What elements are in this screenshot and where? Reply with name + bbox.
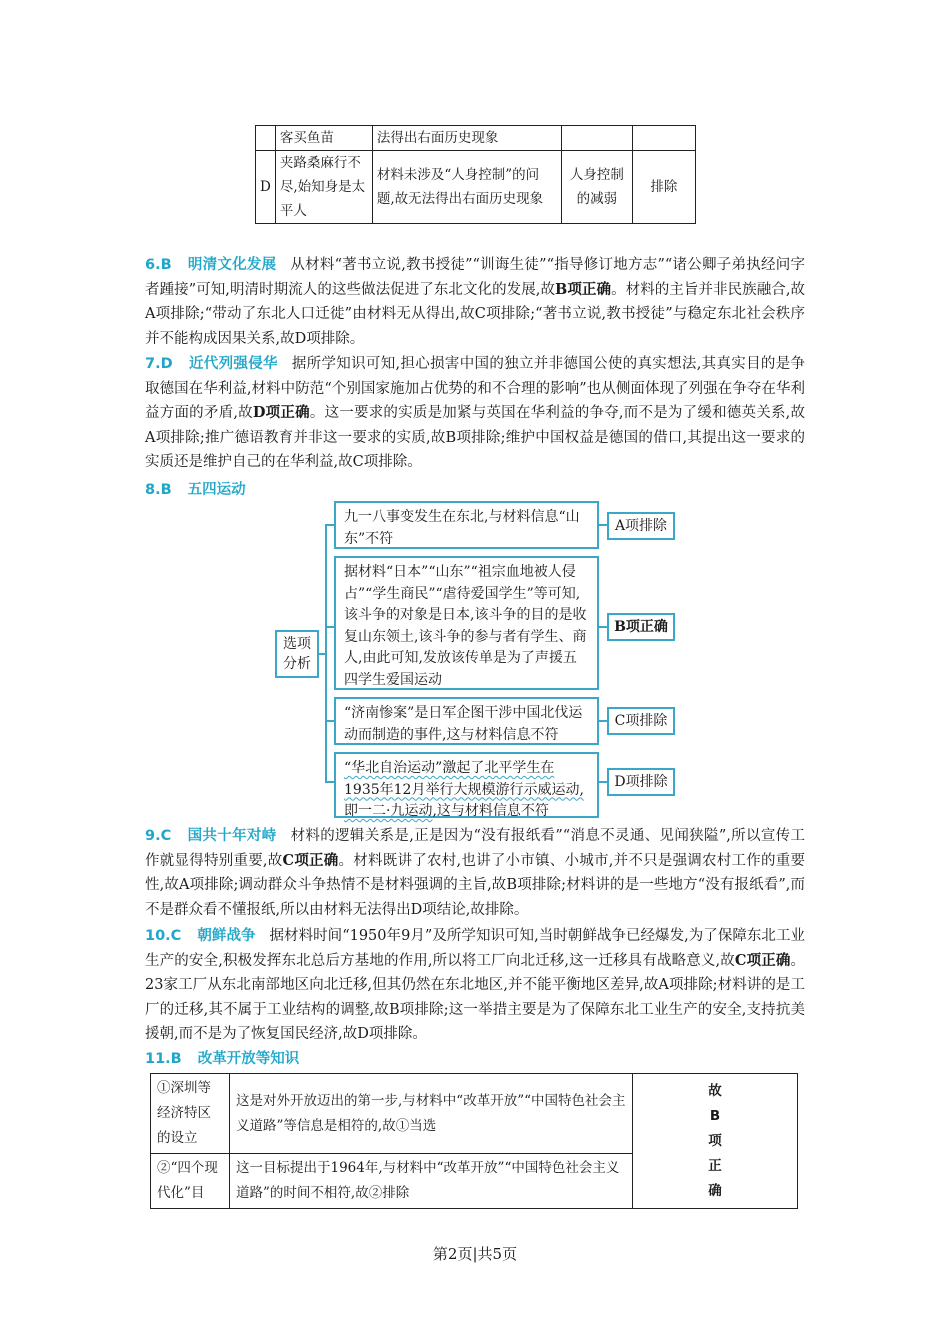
answer-topic: 改革开放等知识	[197, 1051, 300, 1067]
option-b-label: B项正确	[607, 613, 675, 641]
result-cell	[632, 126, 695, 151]
material-cell: 夹路桑麻行不尽,始知身是太平人	[275, 151, 372, 224]
option-cell	[256, 126, 276, 151]
page-footer: 第2页|共5页	[432, 1245, 518, 1263]
answer-topic: 五四运动	[187, 482, 246, 498]
option-cell: D	[256, 151, 276, 224]
answer-number: 11.B	[145, 1051, 182, 1067]
analysis-table	[150, 1073, 798, 1209]
answer-text: 据所学知识可知,担心损害中国的独立并非德国公使的真实想法,其真实目的是争取德国在华利益,材料中防范“个别国家施加占优势的和不合理的影响”也从侧面体现了列强在争夺在华利益方面的矛盾,故	[145, 356, 806, 421]
answer-key: C项正确	[734, 951, 791, 969]
answer-number: 6.B	[145, 257, 172, 273]
top-table	[255, 125, 696, 224]
option-c-explanation: “济南惨案”是日军企图干涉中国北伐运动而制造的事件,这与材料信息不符	[334, 697, 599, 745]
item-cell: ①深圳等经济特区的设立	[151, 1074, 230, 1154]
phenomenon-cell	[561, 126, 632, 151]
answer-number: 10.C	[145, 928, 182, 944]
analysis-cell: 这是对外开放迈出的第一步,与材料中“改革开放”“中国特色社会主义道路”等信息是相符的,故①当选	[230, 1074, 633, 1154]
option-a-explanation: 九一八事变发生在东北,与材料信息“山东”不符	[334, 501, 599, 549]
analysis-cell: 这一目标提出于1964年,与材料中“改革开放”“中国特色社会主义道路”的时间不相符,故②排除	[230, 1154, 633, 1209]
conclusion-char: 正	[708, 1157, 722, 1174]
diagram-root: 选项分析	[275, 630, 319, 678]
answer-text: 从材料“著书立说,教书授徒”“训诲生徒”“指导修订地方志”“诸公卿子弟执经问字者踵接”可知,明清时期流人的这些做法促进了东北文化的发展,故	[145, 257, 806, 298]
result-cell: 排除	[632, 151, 695, 224]
answer-text: 据材料时间“1950年9月”及所学知识可知,当时朝鲜战争已经爆发,为了保障东北工业生产的安全,积极发挥东北总后方基地的作用,所以将工厂向北迁移,这一迁移具有战略意义,故	[145, 928, 806, 969]
conclusion-cell	[633, 1074, 798, 1209]
analysis-cell: 材料未涉及“人身控制”的问题,故无法得出右面历史现象	[372, 151, 561, 224]
conclusion-char: B	[709, 1107, 721, 1124]
answer-topic: 近代列强侵华	[188, 356, 278, 372]
connector	[325, 524, 327, 782]
option-d-explanation	[334, 752, 599, 818]
answer-key: D项正确	[252, 404, 310, 421]
answer-text: 。这一要求的实质是加紧与英国在华利益的争夺,而不是为了缓和德英关系,故A项排除;推广德语教育并非这一要求的实质,故B项排除;维护中国权益是德国的借口,其提出这一要求的实质还是维护自己的在华利益,故C项排除。	[145, 405, 806, 470]
analysis-cell: 法得出右面历史现象	[372, 126, 561, 151]
answer-key: B项正确	[555, 280, 612, 298]
answer-10	[145, 924, 805, 1047]
answer-7	[145, 352, 805, 475]
answer-topic: 朝鲜战争	[197, 928, 256, 944]
material-cell: 客买鱼苗	[275, 126, 372, 151]
table-row	[256, 151, 696, 224]
answer-text: 。材料的主旨并非民族融合,故A项排除;“带动了东北人口迁徙”由材料无从得出,故C项排除;“著书立说,教书授徒”与稳定东北社会秩序并不能构成因果关系,故D项排除。	[145, 281, 805, 347]
item-cell: ②“四个现代化”目	[151, 1154, 230, 1209]
answer-number: 7.D	[145, 356, 173, 372]
answer-topic: 明清文化发展	[187, 257, 277, 273]
answer-number: 9.C	[145, 828, 172, 844]
answer-text: 材料的逻辑关系是,正是因为“没有报纸看”“消息不灵通、见闻狭隘”,所以宣传工作就显得特别重要,故	[145, 828, 805, 869]
highlighted-text: “华北自治运动”激起了北平学生在1935年12月举行大规模游行示威运动,即一二·九运动	[344, 760, 584, 819]
explanation-text: ,这与材料信息不符	[432, 803, 549, 819]
conclusion-char: 故	[708, 1082, 722, 1099]
answer-8	[145, 478, 260, 499]
answer-number: 8.B	[145, 482, 172, 498]
answer-6	[145, 253, 805, 351]
conclusion-char: 确	[708, 1182, 722, 1199]
table-row	[256, 126, 696, 151]
answer-text: 。23家工厂从东北南部地区向北迁移,但其仍然在东北地区,并不能平衡地区差异,故A项排除;材料讲的是工厂的迁移,其不属于工业结构的调整,故B项排除;这一举措主要是为了保障东北工业生产的安全,支持抗美援朝,而不是为了恢复国民经济,故D项排除。	[145, 952, 806, 1042]
answer-9	[145, 824, 805, 922]
answer-key: C项正确	[282, 851, 339, 869]
option-a-label: A项排除	[607, 512, 675, 540]
answer-topic: 国共十年对峙	[187, 828, 277, 844]
answer-text: 。材料既讲了农村,也讲了小市镇、小城市,并不只是强调农村工作的重要性,故A项排除;调动群众斗争热情不是材料强调的主旨,故B项排除;材料讲的是一些地方“没有报纸看”,而不是群众看不懂报纸,所以由材料无法得出D项结论,故排除。	[145, 852, 806, 918]
phenomenon-cell: 人身控制的减弱	[561, 151, 632, 224]
option-c-label: C项排除	[607, 707, 675, 735]
option-d-label: D项排除	[607, 768, 675, 796]
option-b-explanation: 据材料“日本”“山东”“祖宗血地被人侵占”“学生商民”“虐待爱国学生”等可知,该斗争的对象是日本,该斗争的目的是收复山东领土,该斗争的参与者有学生、商人,由此可知,发放该传单是为了声援五四学生爱国运动	[334, 556, 599, 690]
conclusion-char: 项	[708, 1132, 722, 1149]
table-row	[151, 1074, 798, 1154]
answer-11	[145, 1047, 313, 1068]
